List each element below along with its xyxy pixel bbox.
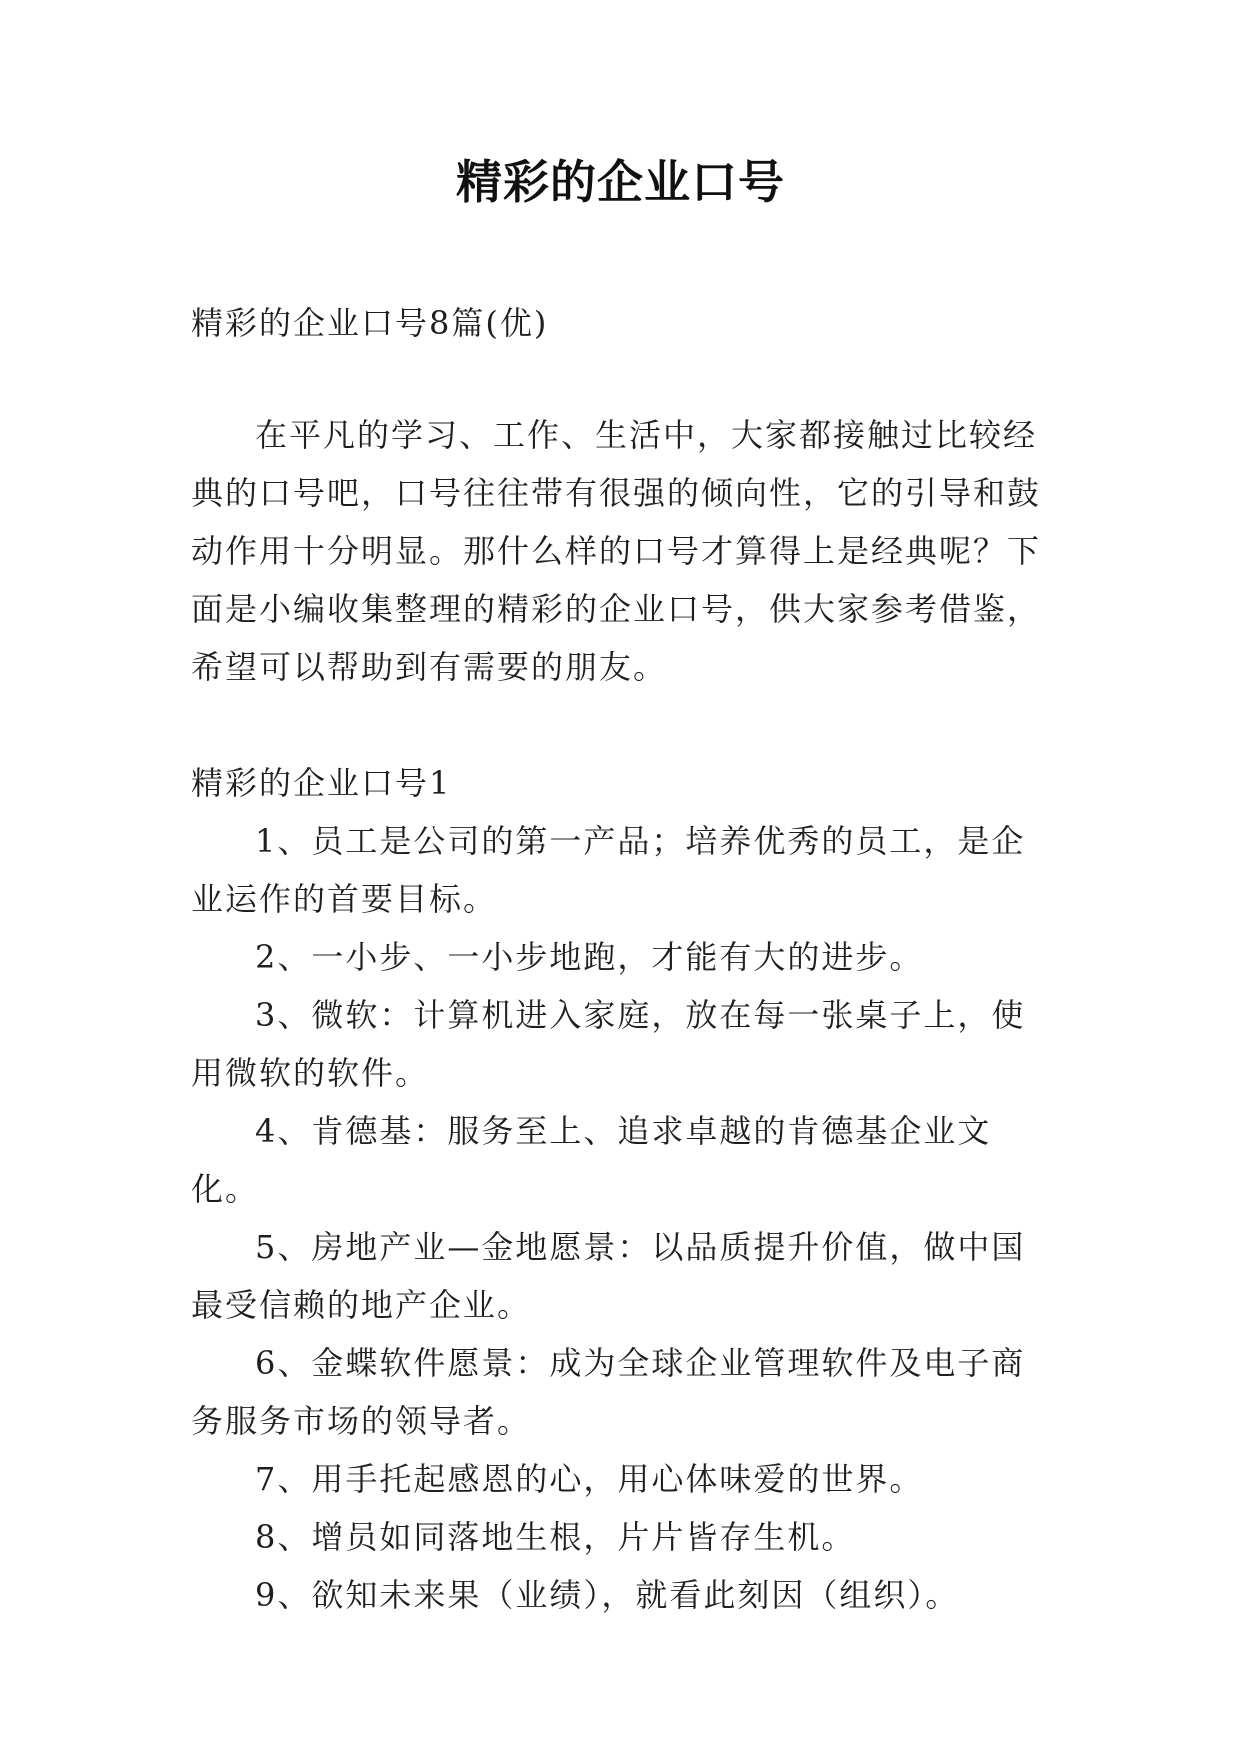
slogan-item: 2、一小步、一小步地跑，才能有大的进步。 bbox=[255, 938, 924, 976]
slogan-item: 1、员工是公司的第一产品；培养优秀的员工，是企业运作的首要目标。 bbox=[191, 822, 1026, 918]
slogan-item: 7、用手托起感恩的心，用心体味爱的世界。 bbox=[255, 1460, 924, 1498]
document-subtitle: 精彩的企业口号8篇(优) bbox=[191, 304, 549, 342]
document-title: 精彩的企业口号 bbox=[456, 155, 785, 209]
section-heading: 精彩的企业口号1 bbox=[191, 764, 452, 802]
intro-paragraph: 在平凡的学习、工作、生活中，大家都接触过比较经典的口号吧，口号往往带有很强的倾向性，它的引导和鼓动作用十分明显。那什么样的口号才算得上是经典呢？下面是小编收集整理的精彩的企业口号，供大家参考借鉴，希望可以帮助到有需要的朋友。 bbox=[191, 416, 1042, 686]
slogan-list bbox=[191, 812, 1051, 1624]
slogan-item: 5、房地产业—金地愿景：以品质提升价值，做中国最受信赖的地产企业。 bbox=[191, 1228, 1026, 1324]
slogan-item: 6、金蝶软件愿景：成为全球企业管理软件及电子商务服务市场的领导者。 bbox=[191, 1344, 1026, 1440]
slogan-item: 9、欲知未来果（业绩），就看此刻因（组织）。 bbox=[255, 1576, 960, 1614]
slogan-item: 8、增员如同落地生根，片片皆存生机。 bbox=[255, 1518, 856, 1556]
slogan-item: 3、微软：计算机进入家庭，放在每一张桌子上，使用微软的软件。 bbox=[191, 996, 1026, 1092]
slogan-item: 4、肯德基：服务至上、追求卓越的肯德基企业文化。 bbox=[191, 1112, 992, 1208]
